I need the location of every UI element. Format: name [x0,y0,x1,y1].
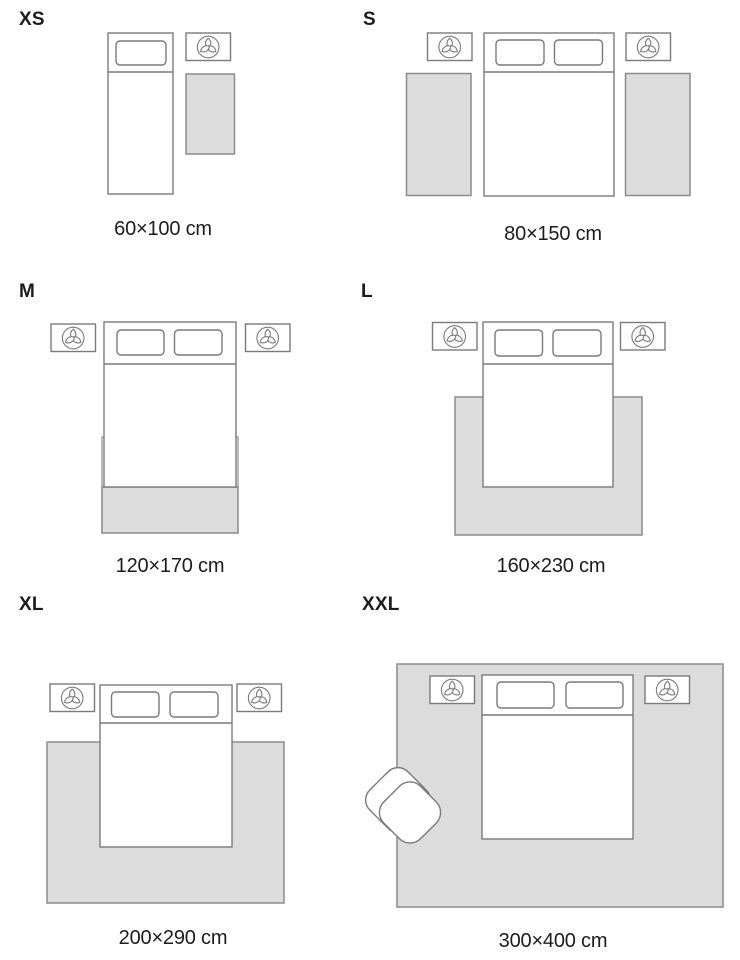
nightstand [51,324,96,352]
plant-icon [637,36,659,58]
nightstand [246,324,291,352]
bed-double [484,33,614,196]
diagram-xl [47,684,284,903]
pillow [496,40,544,65]
nightstand [433,323,478,351]
size-label-l: L [361,281,373,302]
nightstand [428,33,473,61]
diagram-m [51,322,290,533]
pillow [116,41,166,65]
dimension-caption-xs: 60×100 cm [114,218,212,240]
dimension-caption-xl: 200×290 cm [118,927,228,949]
rug [186,74,235,154]
bed-double [104,322,236,487]
bed-double [483,322,613,487]
plant-icon [441,679,463,701]
diagram-s [407,33,691,196]
rug-left [407,74,472,196]
bed-double [100,685,232,847]
pillow [553,330,601,356]
size-label-xl: XL [19,594,44,615]
diagram-l [433,322,666,535]
dimension-caption-s: 80×150 cm [504,223,602,245]
size-label-s: S [363,9,376,30]
dimension-caption-l: 160×230 cm [496,555,606,577]
pillow [170,692,218,717]
pillow [175,330,223,355]
plant-icon [257,327,279,349]
diagram-xxl [360,664,723,907]
plant-icon [439,36,461,58]
pillow [555,40,603,65]
nightstand [626,33,671,61]
nightstand [645,676,690,704]
pillow [497,682,554,708]
plant-icon [632,326,654,348]
pillow [112,692,160,717]
dimension-caption-xxl: 300×400 cm [498,930,608,952]
size-label-m: M [19,281,36,302]
nightstand [621,323,666,351]
bed-double [482,675,633,839]
pillow [495,330,543,356]
diagram-xs [108,33,235,194]
nightstand [186,33,231,61]
plant-icon [248,687,270,709]
rug-right [626,74,691,196]
rug [102,487,238,533]
pillow [566,682,623,708]
plant-icon [62,327,84,349]
nightstand [50,684,95,712]
size-label-xs: XS [19,9,45,30]
pillow [117,330,164,355]
size-label-xxl: XXL [362,594,400,615]
nightstand [430,676,475,704]
nightstand [237,684,282,712]
plant-icon [61,687,83,709]
bed-single [108,33,173,194]
plant-icon [656,679,678,701]
dimension-caption-m: 120×170 cm [115,555,225,577]
plant-icon [197,36,219,58]
plant-icon [444,326,466,348]
